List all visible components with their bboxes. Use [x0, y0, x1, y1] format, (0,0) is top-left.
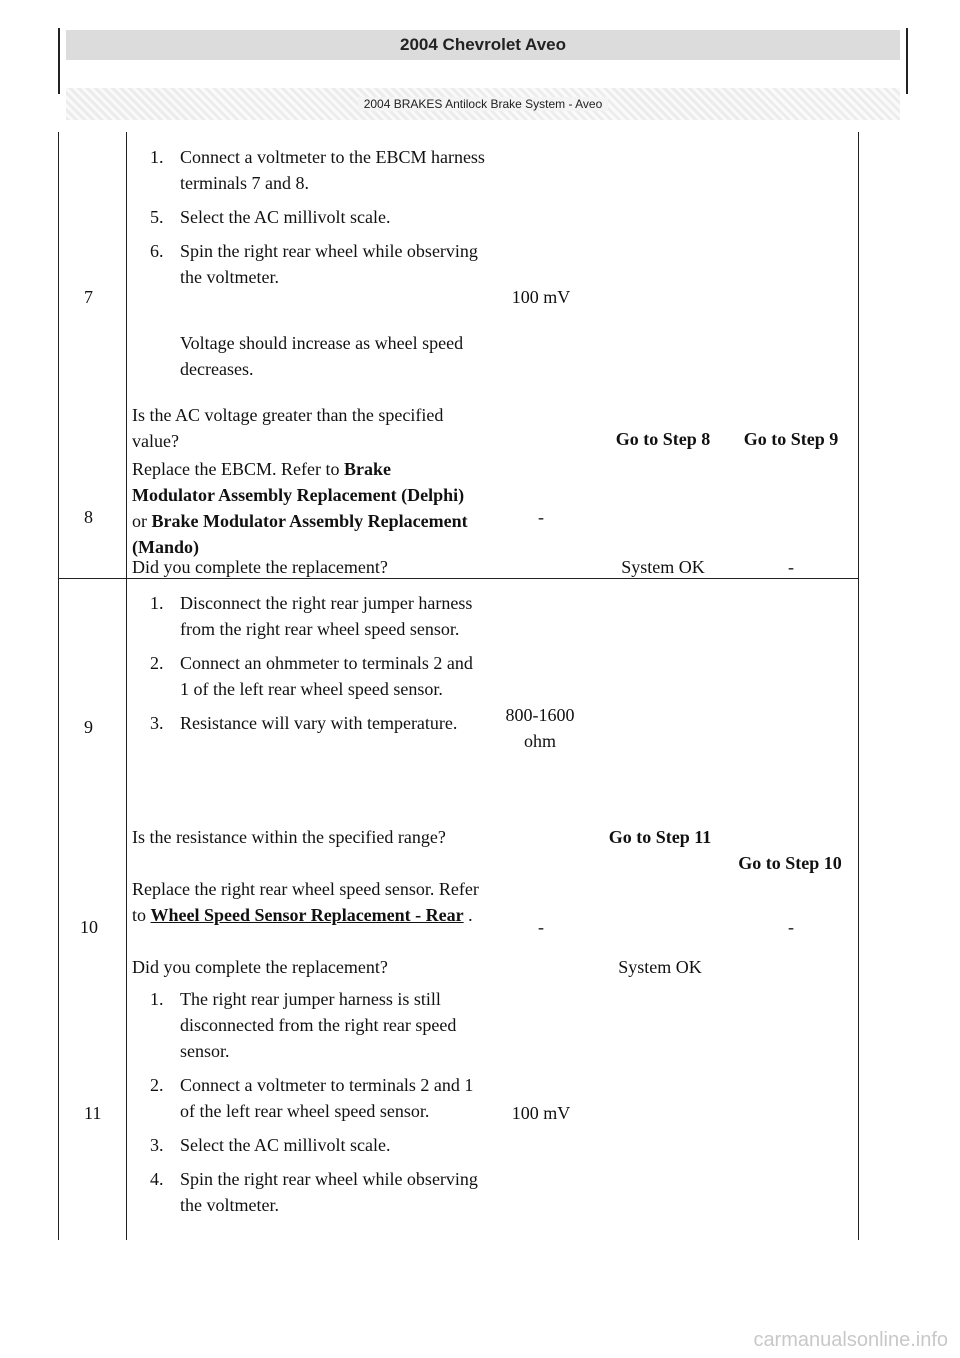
brake-modulator-mando-link[interactable]: Brake Modulator Assembly Replacement (Mando) — [132, 511, 468, 557]
row11-actions — [126, 986, 486, 1226]
row8-text: Replace the EBCM. Refer to — [132, 459, 344, 479]
row9-no-link[interactable]: Go to Step 10 — [738, 853, 842, 873]
row10-question: Did you complete the replacement? — [132, 957, 388, 977]
row7-no-link[interactable]: Go to Step 9 — [743, 429, 839, 449]
list-item: 1. Disconnect the right rear jumper harness from the right rear wheel speed sensor. — [150, 593, 473, 639]
table-border-right — [858, 132, 859, 1240]
list-item: 2. Connect an ohmmeter to terminals 2 and 1 of the left rear wheel speed sensor. — [150, 653, 473, 699]
row8-question: Did you complete the replacement? — [132, 557, 388, 577]
row10-no: - — [788, 917, 794, 937]
list-item: 2. Connect a voltmeter to terminals 2 and 1 of the left rear wheel speed sensor. — [150, 1075, 474, 1121]
row8-action — [132, 456, 478, 560]
wheel-speed-sensor-replacement-link[interactable]: Wheel Speed Sensor Replacement - Rear — [150, 905, 464, 925]
row7-question: Is the AC voltage greater than the specified value? — [132, 405, 444, 451]
row9-actions — [126, 590, 486, 744]
header-subtitle-text: 2004 BRAKES Antilock Brake System - Aveo — [358, 97, 609, 111]
list-item: 4. Spin the right rear wheel while observing the voltmeter. — [150, 1169, 478, 1215]
table-border-left — [58, 132, 59, 1240]
step-number-8: 8 — [84, 507, 93, 527]
row7-value: 100 mV — [511, 287, 571, 307]
row9-value: 800-1600 ohm — [505, 705, 575, 751]
list-item: 3. Resistance will vary with temperature. — [150, 713, 458, 733]
row10-yes: System OK — [618, 957, 702, 977]
row9-question: Is the resistance within the specified range? — [132, 827, 446, 847]
list-item: 3. Select the AC millivolt scale. — [150, 1135, 391, 1155]
row10-text-end: . — [463, 905, 473, 925]
row8-text-or: or — [132, 511, 152, 531]
list-item: 6. Spin the right rear wheel while observing the voltmeter. — [150, 241, 478, 287]
row8-no: - — [788, 557, 794, 577]
list-item: 1. The right rear jumper harness is still disconnected from the right rear speed sensor. — [150, 989, 457, 1061]
step-number-11: 11 — [84, 1103, 102, 1123]
header-title: 2004 Chevrolet Aveo — [66, 30, 900, 60]
row8-yes: System OK — [621, 557, 705, 577]
list-item: 5. Select the AC millivolt scale. — [150, 207, 391, 227]
row10-action — [132, 876, 482, 928]
row11-value: 100 mV — [511, 1103, 571, 1123]
step-number-7: 7 — [84, 287, 93, 307]
row7-note: Voltage should increase as wheel speed decreases. — [180, 333, 464, 379]
row10-value: - — [538, 917, 544, 937]
row8-value: - — [538, 507, 544, 527]
row7-yes-link[interactable]: Go to Step 8 — [615, 429, 711, 449]
row10-text: Replace the right rear wheel speed sensor. Refer to — [132, 879, 479, 925]
row7-actions — [126, 144, 486, 298]
step-number-10: 10 — [80, 917, 98, 937]
list-item: 1. Connect a voltmeter to the EBCM harness terminals 7 and 8. — [150, 147, 485, 193]
brake-modulator-delphi-link[interactable]: Brake Modulator Assembly Replacement (Delphi) — [132, 459, 465, 505]
watermark: carmanualsonline.info — [753, 1329, 948, 1351]
step-number-9: 9 — [84, 717, 93, 737]
row9-yes-link[interactable]: Go to Step 11 — [608, 827, 712, 847]
